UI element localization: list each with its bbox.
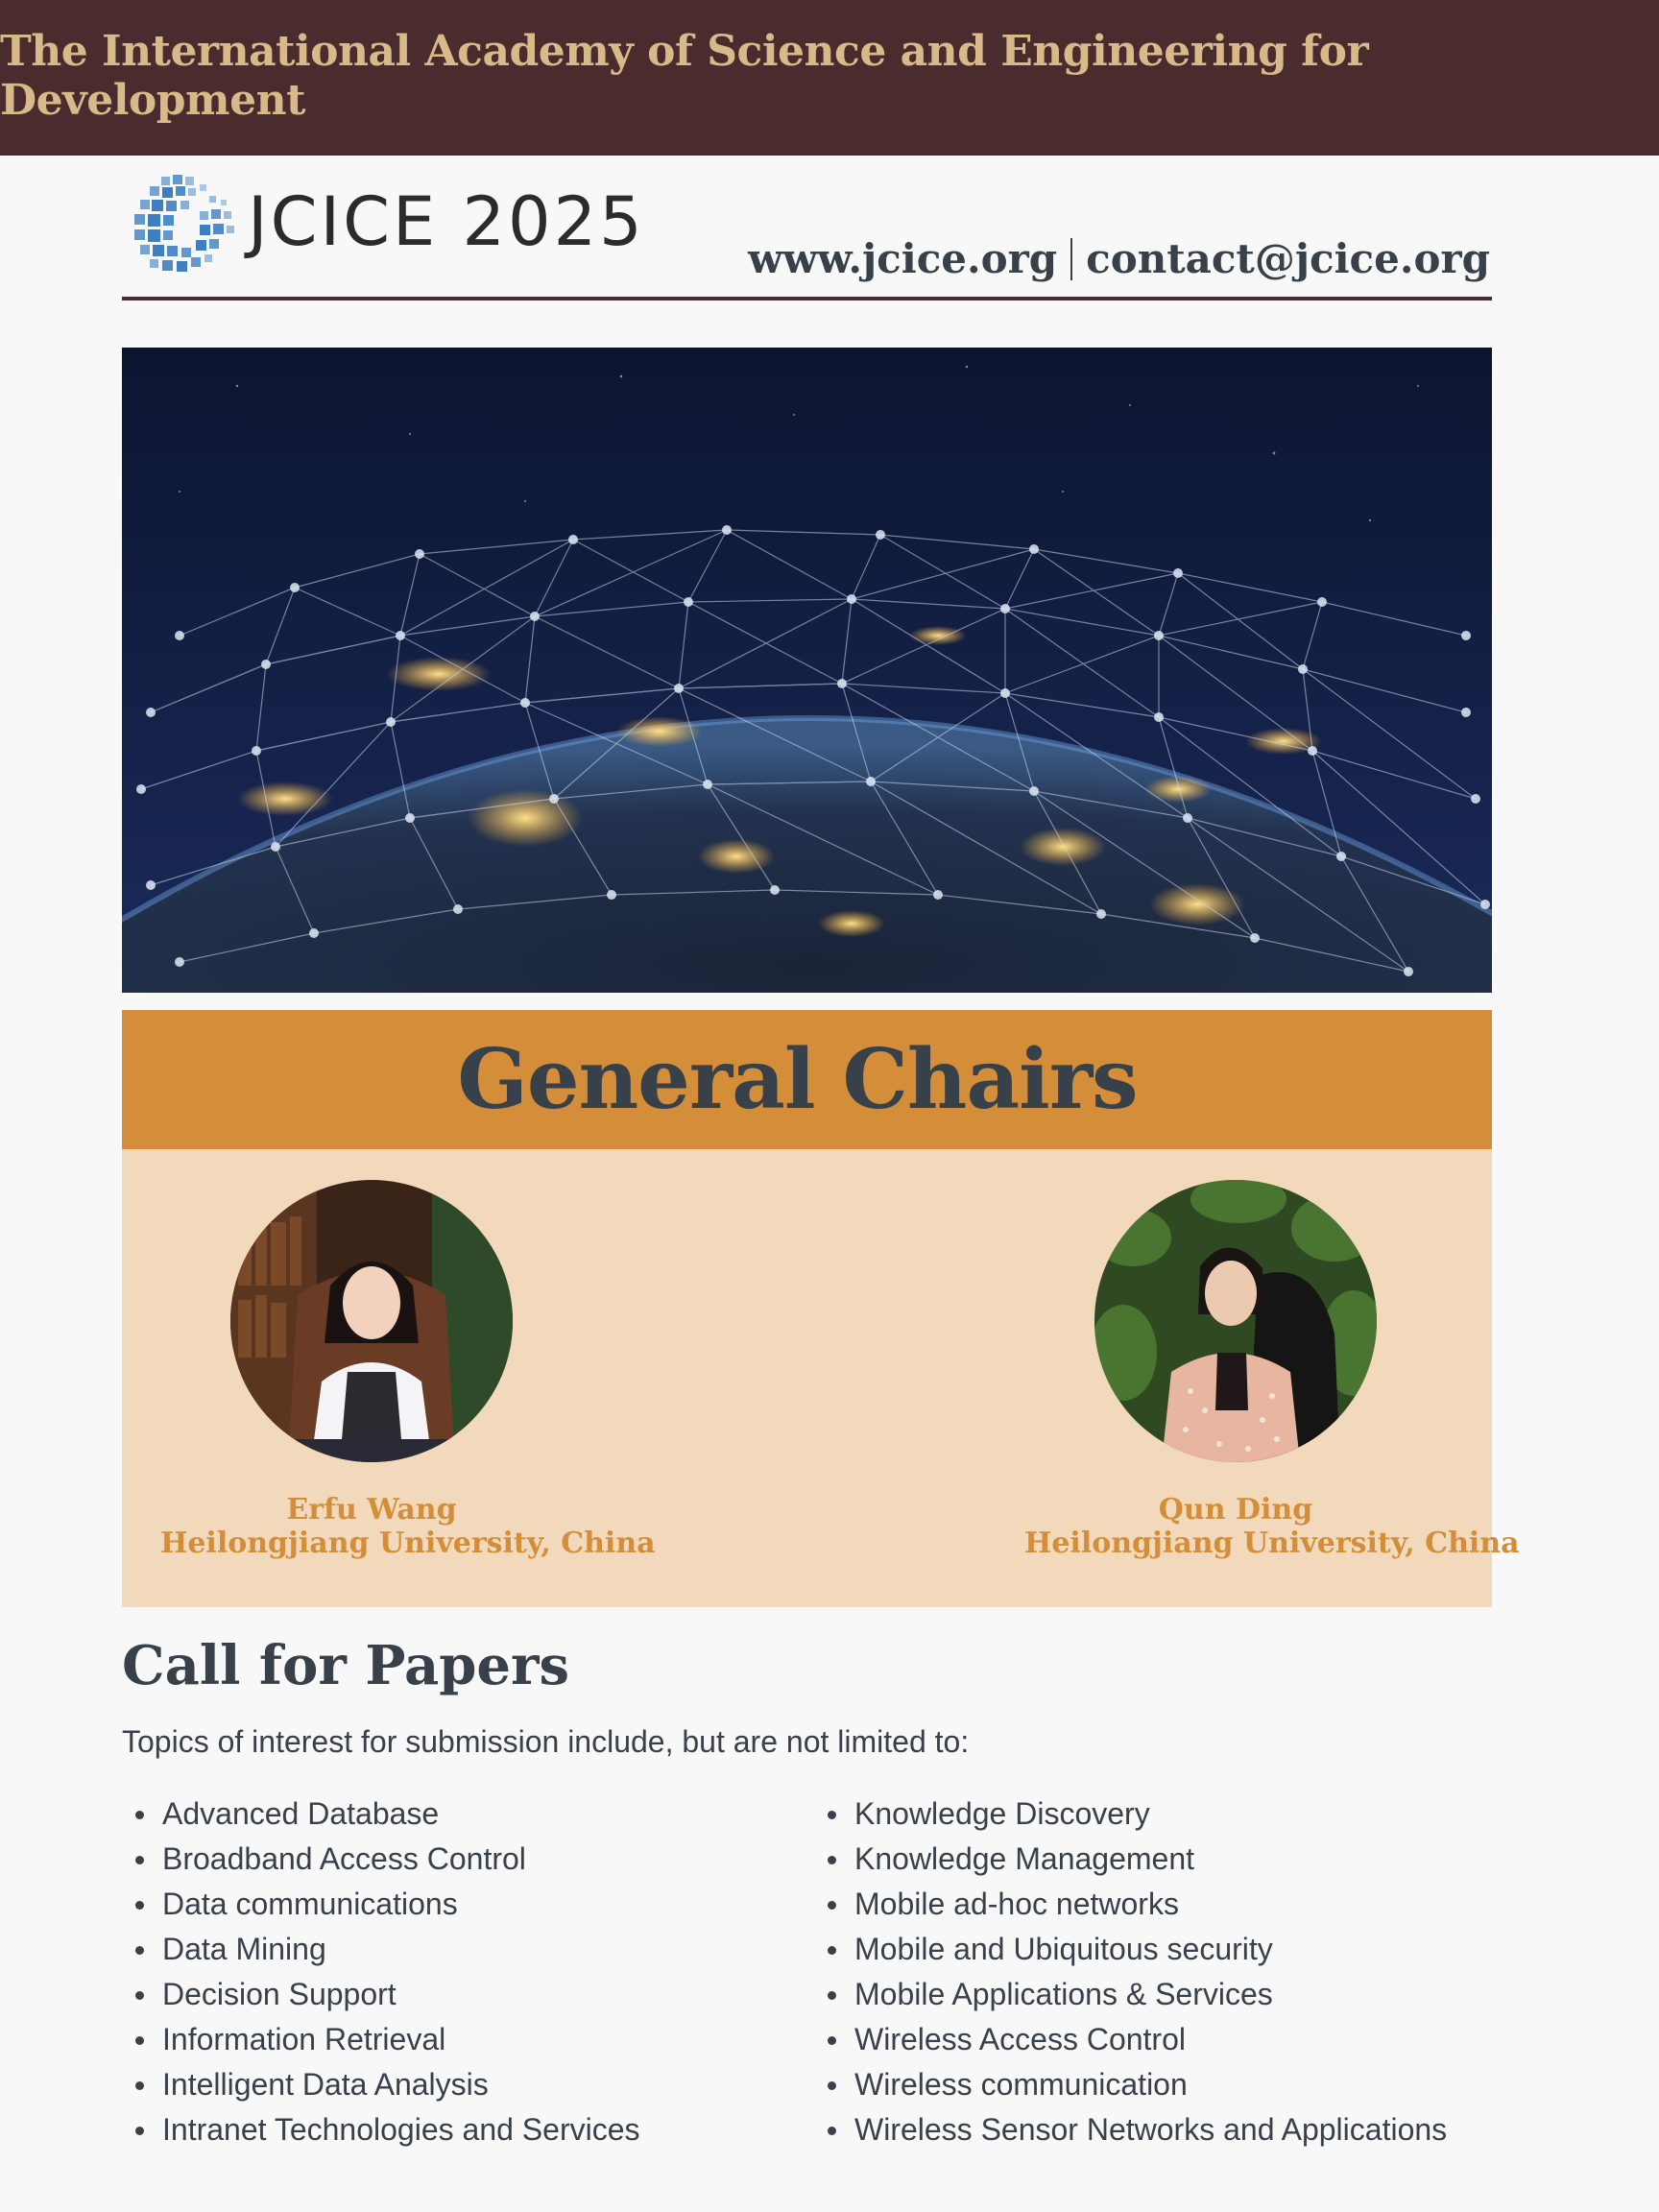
list-item: Mobile Applications & Services [814,1972,1447,2017]
list-item: Knowledge Discovery [814,1791,1447,1837]
header-bar [0,0,1659,156]
list-item: Mobile and Ubiquitous security [814,1927,1447,1972]
list-item: Decision Support [122,1972,640,2017]
call-for-papers-intro: Topics of interest for submission include, but are not limited to: [122,1724,970,1759]
general-chairs-heading: General Chairs [457,1031,1138,1128]
logo-mark [129,171,244,278]
website-link[interactable]: www.jcice.org [748,235,1058,282]
avatar [230,1180,513,1462]
chair-affiliation: Heilongjiang University, China [160,1527,656,1560]
list-item: Intelligent Data Analysis [122,2062,640,2107]
chair-name: Qun Ding [1158,1493,1313,1527]
list-item: Intranet Technologies and Services [122,2107,640,2152]
avatar [1094,1180,1377,1462]
chair-photo [230,1180,513,1462]
chair-name: Erfu Wang [286,1493,457,1527]
list-item: Mobile ad-hoc networks [814,1882,1447,1927]
hero-image [122,348,1492,993]
list-item: Knowledge Management [814,1837,1447,1882]
chair-card [160,1180,656,1560]
contact-divider [1070,238,1072,280]
general-chairs-panel [122,1149,1520,1607]
contact-line [748,234,1490,284]
list-item: Data communications [122,1882,640,1927]
header-divider [122,297,1492,301]
general-chairs-banner [122,1010,1492,1149]
jcice-logo [129,171,244,278]
earth-network-illustration [122,348,1492,993]
list-item: Data Mining [122,1927,640,1972]
chair-photo [1094,1180,1377,1462]
chair-affiliation: Heilongjiang University, China [1024,1527,1520,1560]
call-for-papers-heading: Call for Papers [122,1634,570,1697]
topics-list-right [814,1791,1447,2152]
list-item: Broadband Access Control [122,1837,640,1882]
list-item: Information Retrieval [122,2017,640,2062]
organization-title: The International Academy of Science and Engineering for Development [0,27,1369,125]
list-item: Advanced Database [122,1791,640,1837]
list-item: Wireless Sensor Networks and Applications [814,2107,1447,2152]
conference-name: JCICE 2025 [248,182,645,261]
list-item: Wireless communication [814,2062,1447,2107]
topics-list-left [122,1791,640,2152]
email-link[interactable]: contact@jcice.org [1086,235,1490,282]
chair-card [1024,1180,1520,1560]
list-item: Wireless Access Control [814,2017,1447,2062]
